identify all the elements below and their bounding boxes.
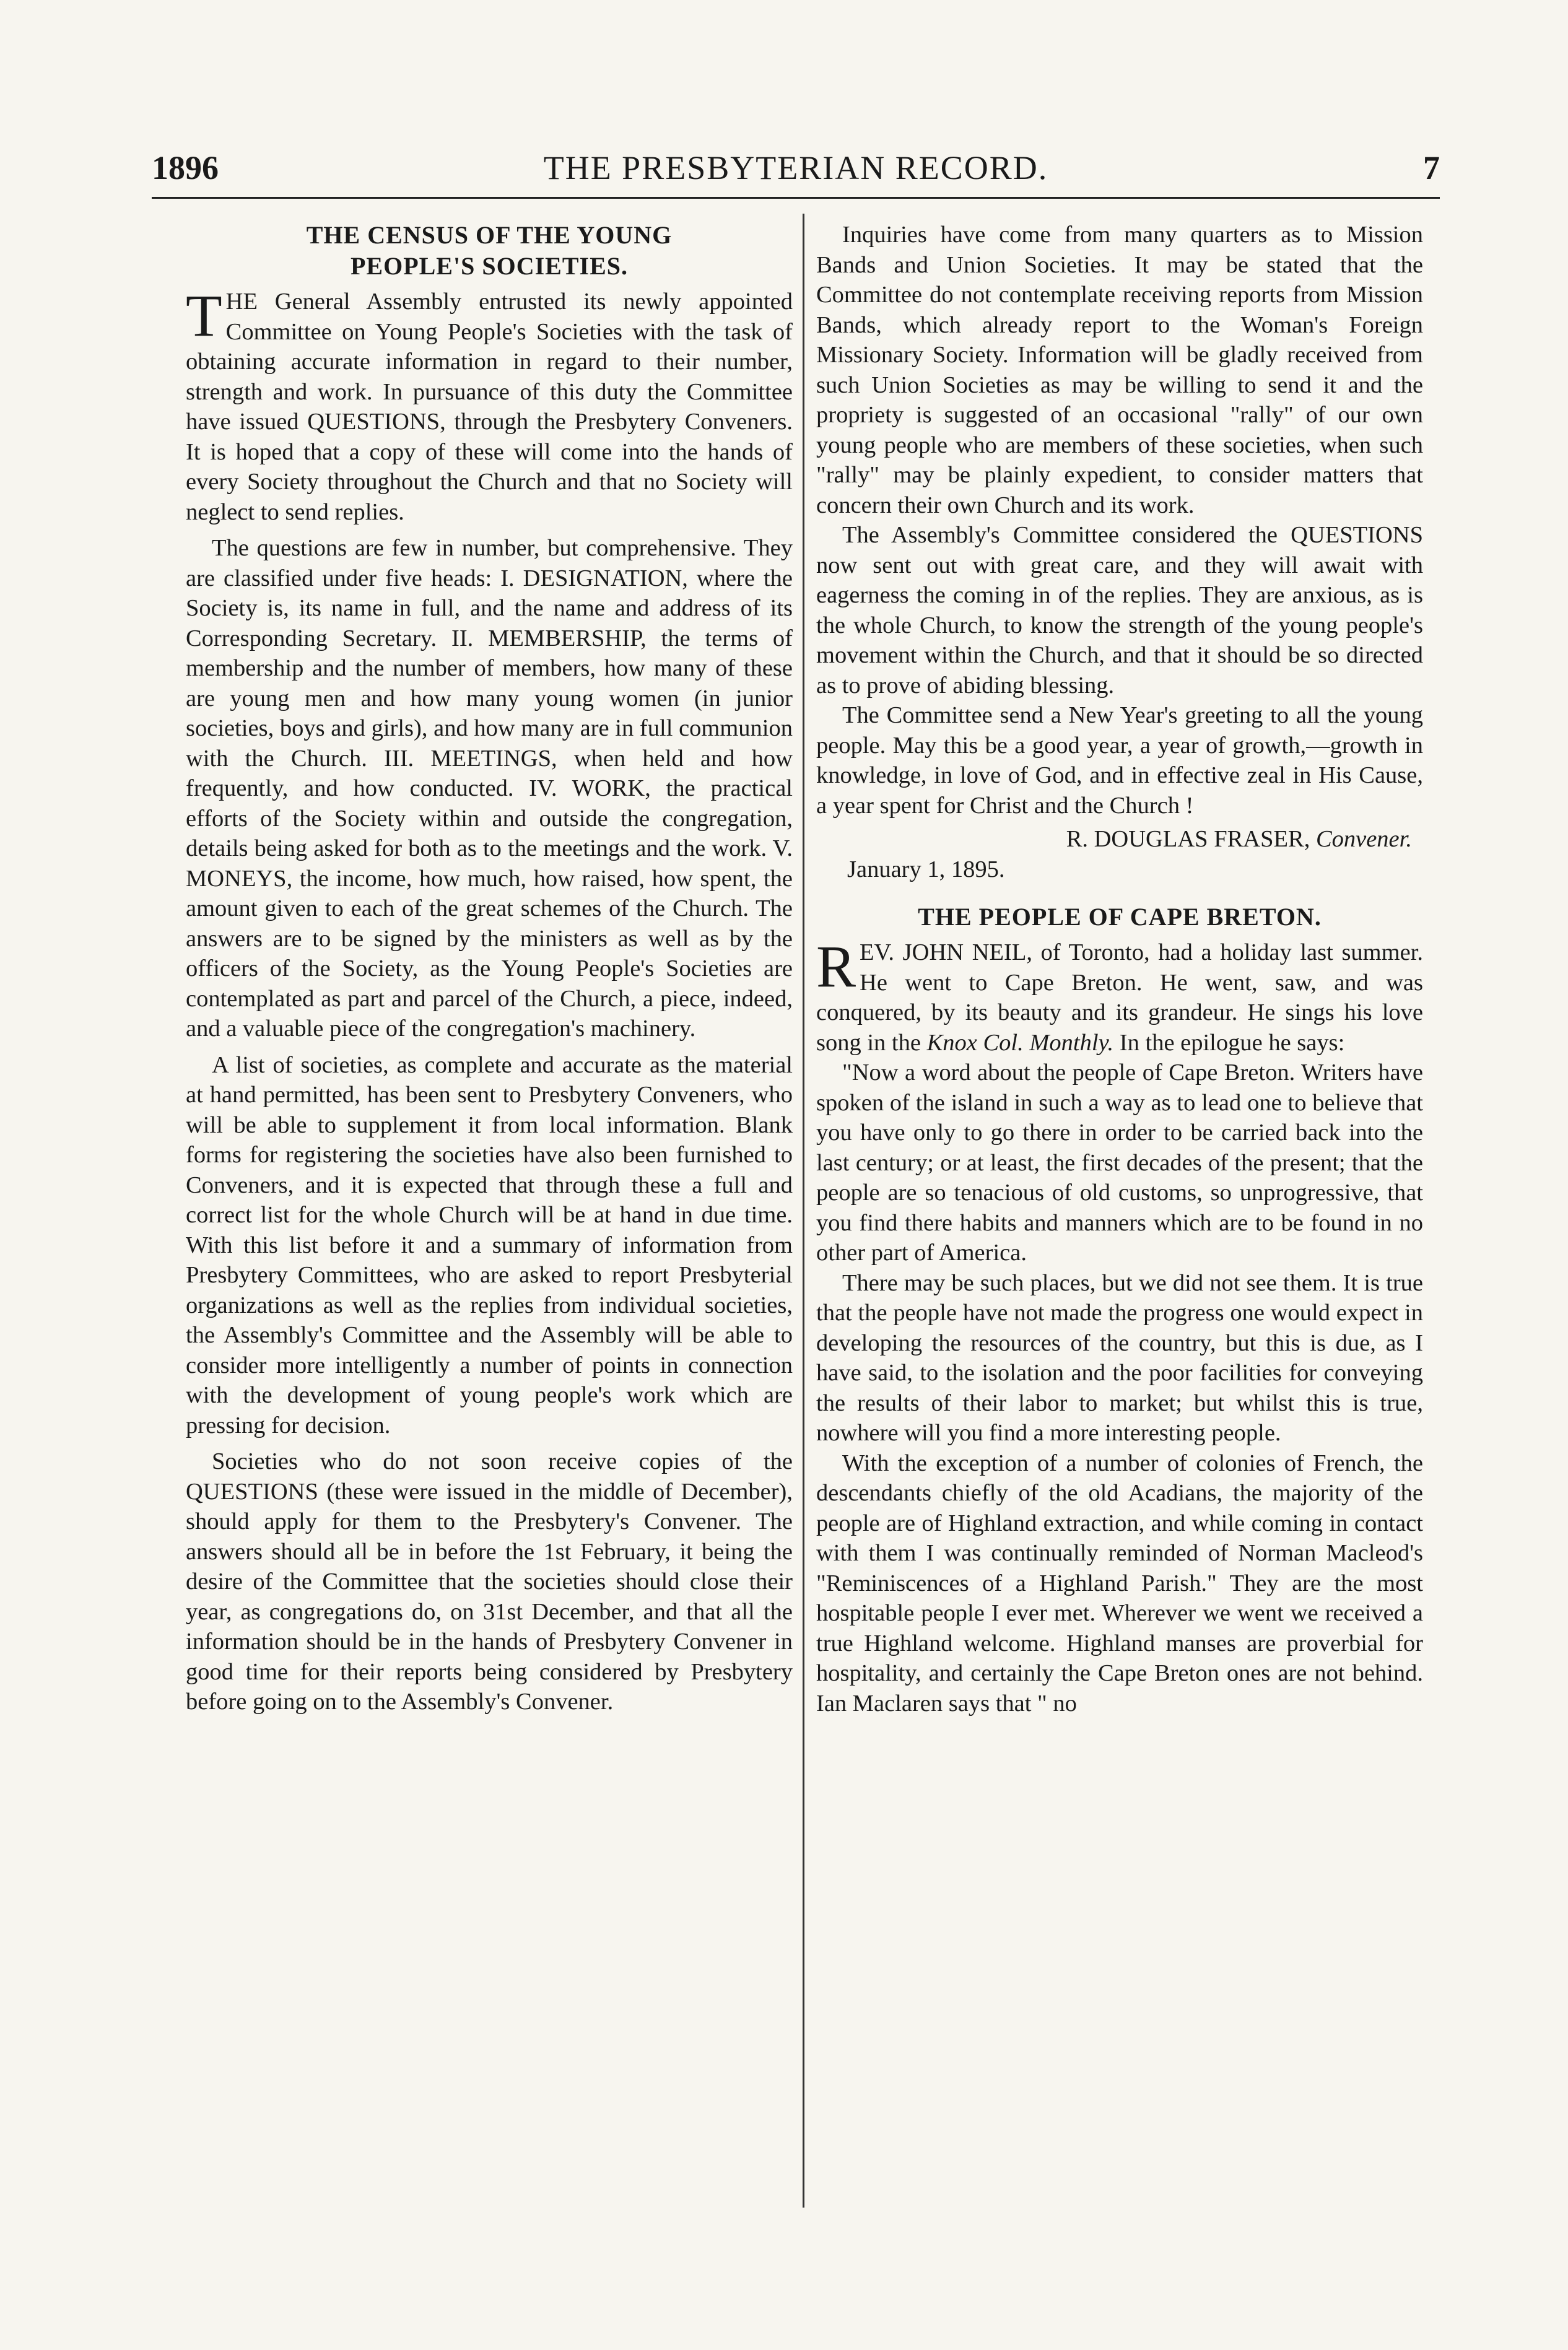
paragraph: The questions are few in number, but comprehensive. They are classified under five heads: I. DESIGNATION, where the Society is, its name in full, and the name and address of its Corresponding Secretary. II. MEMBERSHIP, the terms of membership and the number of members, how many of these are young men and how many young women (in junior societies, boys and girls), and how many are in full communion with the Church. III. MEETINGS, when held and how frequently, and how conducted. IV. WORK, the practical efforts of the Society within and outside the congregation, details being asked for both as to the meetings and the work. V. MONEYS, the income, how much, how raised, how spent, the amount given to each of the great schemes of the Church. The answers are to be signed by the ministers as well as by the officers of the Society, as the Young People's Societies are contemplated as part and parcel of the Church, a piece, indeed, and a valuable piece of the congregation's machinery. — [186, 535, 793, 1042]
paragraph: Inquiries have come from many quarters as to Mission Bands and Union Societies. It may be stated that the Committee do not contemplate receiving reports from Mission Bands, which already report to the Woman's Foreign Missionary Society. Information will be gladly received from such Union Societies as may be willing to send it and the propriety is suggested of an occasional "rally" of our own young people who are members of these societies, when such "rally" may be plainly expedient, to consider matters that concern their own Church and its work. — [816, 222, 1423, 518]
article-heading-cape-breton: THE PEOPLE OF CAPE BRETON. — [918, 903, 1322, 931]
dateline: January 1, 1895. — [847, 856, 1005, 882]
drop-cap: R — [816, 933, 856, 999]
signature — [816, 824, 1412, 855]
paragraph-text: of Toronto, had a holiday last summer. He went to Cape Breton. He went, saw, and was conquered, by its beauty and its grandeur. He sings his love song in the — [816, 939, 1423, 1056]
paragraph: There may be such places, but we did not see them. It is true that the people have not made the progress one would expect in developing the resources of the country, but this is due, as I have said, to the isolation and the poor facilities for conveying the results of their labor to market; but whilst this is true, nowhere will you find a more interesting people. — [816, 1269, 1423, 1446]
signature-name: R. DOUGLAS FRASER, — [1066, 826, 1310, 852]
left-column — [186, 220, 793, 1717]
author-name: EV. JOHN NEIL, — [860, 939, 1032, 965]
paragraph-text: HE General Assembly entrusted its newly appointed Committee on Young People's Societies with the task of obtaining accurate information in regard to their number, strength and work. In pursuance of this duty the Committee have issued QUESTIONS, through the Presbytery Conveners. It is hoped that a copy of these will come into the hands of every Society throughout the Church and that no Society will neglect to send replies. — [186, 289, 793, 525]
column-divider — [803, 214, 804, 2208]
page-number: 7 — [1423, 149, 1440, 186]
paragraph — [186, 282, 793, 527]
header-title: THE PRESBYTERIAN RECORD. — [543, 149, 1048, 186]
signature-role: Convener. — [1315, 826, 1412, 852]
source-title: Knox Col. Monthly. — [926, 1029, 1114, 1056]
paragraph: The Committee send a New Year's greeting to all the young people. May this be a good year, a year of growth,—growth in knowledge, in love of God, and in effective zeal in His Cause, a year spent for Christ and the Church ! — [816, 702, 1423, 819]
running-header — [152, 149, 1440, 198]
paragraph: A list of societies, as complete and accurate as the material at hand permitted, has been sent to Presbytery Conveners, who will be able to supplement it from local information. Blank forms for registering the societies have also been furnished to Conveners, and it is expected that through these a full and correct list for the whole Church will be at hand in due time. With this list before it and a summary of information from Presbytery Committees, who are asked to report Presbyterial organizations as well as the replies from individual societies, the Assembly's Committee and the Assembly will be able to consider more intelligently a number of points in connection with the development of young people's work which are pressing for decision. — [186, 1051, 793, 1438]
paragraph: Societies who do not soon receive copies of the QUESTIONS (these were issued in the middle of December), should apply for them to the Presbytery's Convener. The answers should all be in before the 1st February, it being the desire of the Committee that the societies should close their year, as congregations do, on 31st December, and that all the information should be in the hands of Presbytery Convener in good time for their reports being considered by Presbytery before going on to the Assembly's Convener. — [186, 1448, 793, 1715]
drop-cap: T — [186, 282, 222, 349]
header-rule — [152, 197, 1440, 199]
header-year: 1896 — [152, 149, 219, 186]
paragraph — [816, 933, 1423, 1058]
paragraph: "Now a word about the people of Cape Breton. Writers have spoken of the island in such a way as to lead one to believe that you have only to go there in order to be carried back into the last century; or at least, the first decades of the present; that the people are so tenacious of old customs, so unprogressive, that you find there habits and manners which are to be found in no other part of America. — [816, 1060, 1423, 1266]
paragraph: With the exception of a number of colonies of French, the descendants chiefly of the old Acadians, the majority of the people are of Highland extraction, and while coming in contact with them I was continually reminded of Norman Macleod's "Reminiscences of a Highland Parish." They are the most hospitable people I ever met. Wherever we went we received a true Highland welcome. Highland manses are proverbial for hospitality, and certainly the Cape Breton ones are not behind. Ian Maclaren says that " no — [816, 1450, 1423, 1717]
paragraph: The Assembly's Committee considered the QUESTIONS now sent out with great care, and they will await with eagerness the coming in of the replies. They are anxious, as is the whole Church, to know the strength of the young people's movement within the Church, and that it should be so directed as to prove of abiding blessing. — [816, 522, 1423, 698]
article-heading-census — [186, 220, 793, 282]
paragraph-text: In the epilogue he says: — [1113, 1029, 1345, 1056]
right-column — [816, 220, 1423, 1718]
heading-line-2: PEOPLE'S SOCIETIES. — [350, 252, 629, 280]
heading-line-1: THE CENSUS OF THE YOUNG — [306, 221, 673, 249]
